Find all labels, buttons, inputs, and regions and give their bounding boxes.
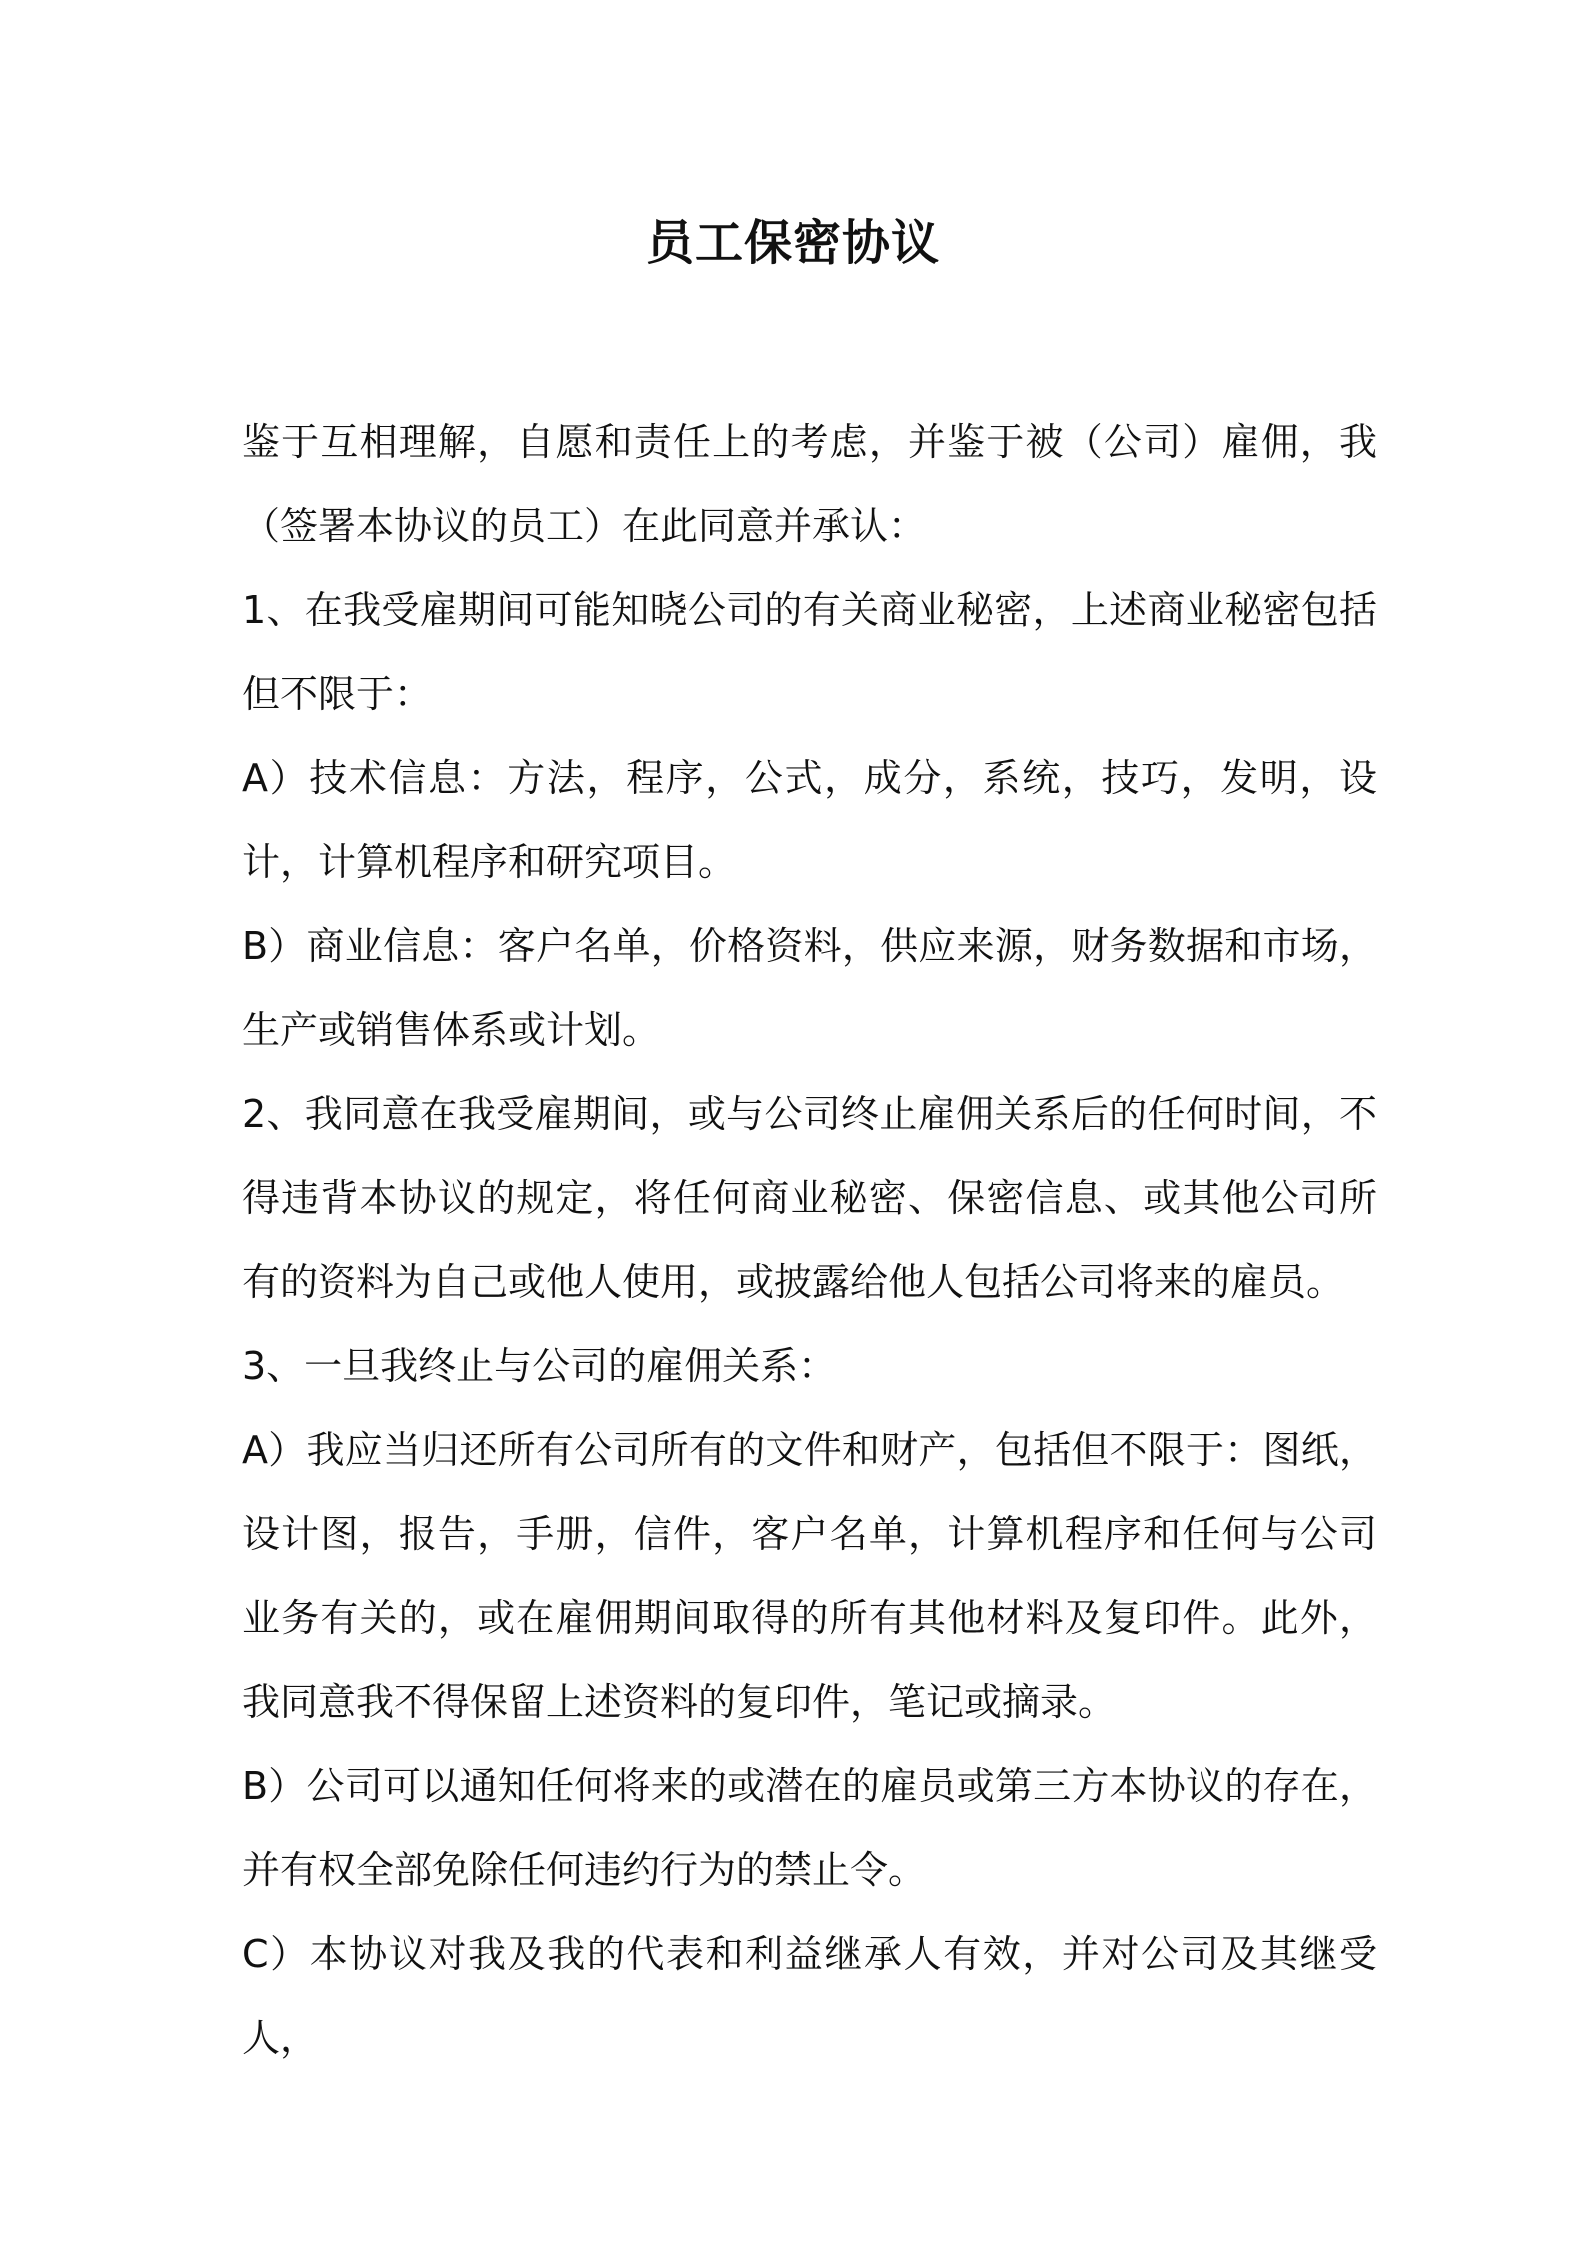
paragraph-clause-1b: B）商业信息：客户名单，价格资料，供应来源，财务数据和市场，生产或销售体系或计划。: [242, 924, 1377, 1052]
paragraph-clause-3: 3、一旦我终止与公司的雇佣关系：: [242, 1344, 837, 1388]
document-title: 员工保密协议: [645, 215, 940, 271]
paragraph-clause-3c: C）本协议对我及我的代表和利益继承人有效，并对公司及其继受人，: [242, 1932, 1377, 2060]
paragraph-clause-2: 2、我同意在我受雇期间，或与公司终止雇佣关系后的任何时间，不得违背本协议的规定，将任何商业秘密、保密信息、或其他公司所有的资料为自己或他人使用，或披露给他人包括公司将来的雇员。: [242, 1092, 1377, 1304]
document-body: [242, 400, 1377, 2080]
paragraph-clause-3a: A）我应当归还所有公司所有的文件和财产，包括但不限于：图纸，设计图，报告，手册，信件，客户名单，计算机程序和任何与公司业务有关的，或在雇佣期间取得的所有其他材料及复印件。此外，我同意我不得保留上述资料的复印件，笔记或摘录。: [242, 1428, 1377, 1724]
paragraph-clause-1: 1、在我受雇期间可能知晓公司的有关商业秘密，上述商业秘密包括但不限于：: [242, 588, 1377, 716]
paragraph-preamble: 鉴于互相理解，自愿和责任上的考虑，并鉴于被（公司）雇佣，我（签署本协议的员工）在此同意并承认：: [242, 420, 1377, 548]
paragraph-clause-3b: B）公司可以通知任何将来的或潜在的雇员或第三方本协议的存在，并有权全部免除任何违约行为的禁止令。: [242, 1764, 1377, 1892]
paragraph-clause-1a: A）技术信息：方法，程序，公式，成分，系统，技巧，发明，设计，计算机程序和研究项目。: [242, 756, 1377, 884]
